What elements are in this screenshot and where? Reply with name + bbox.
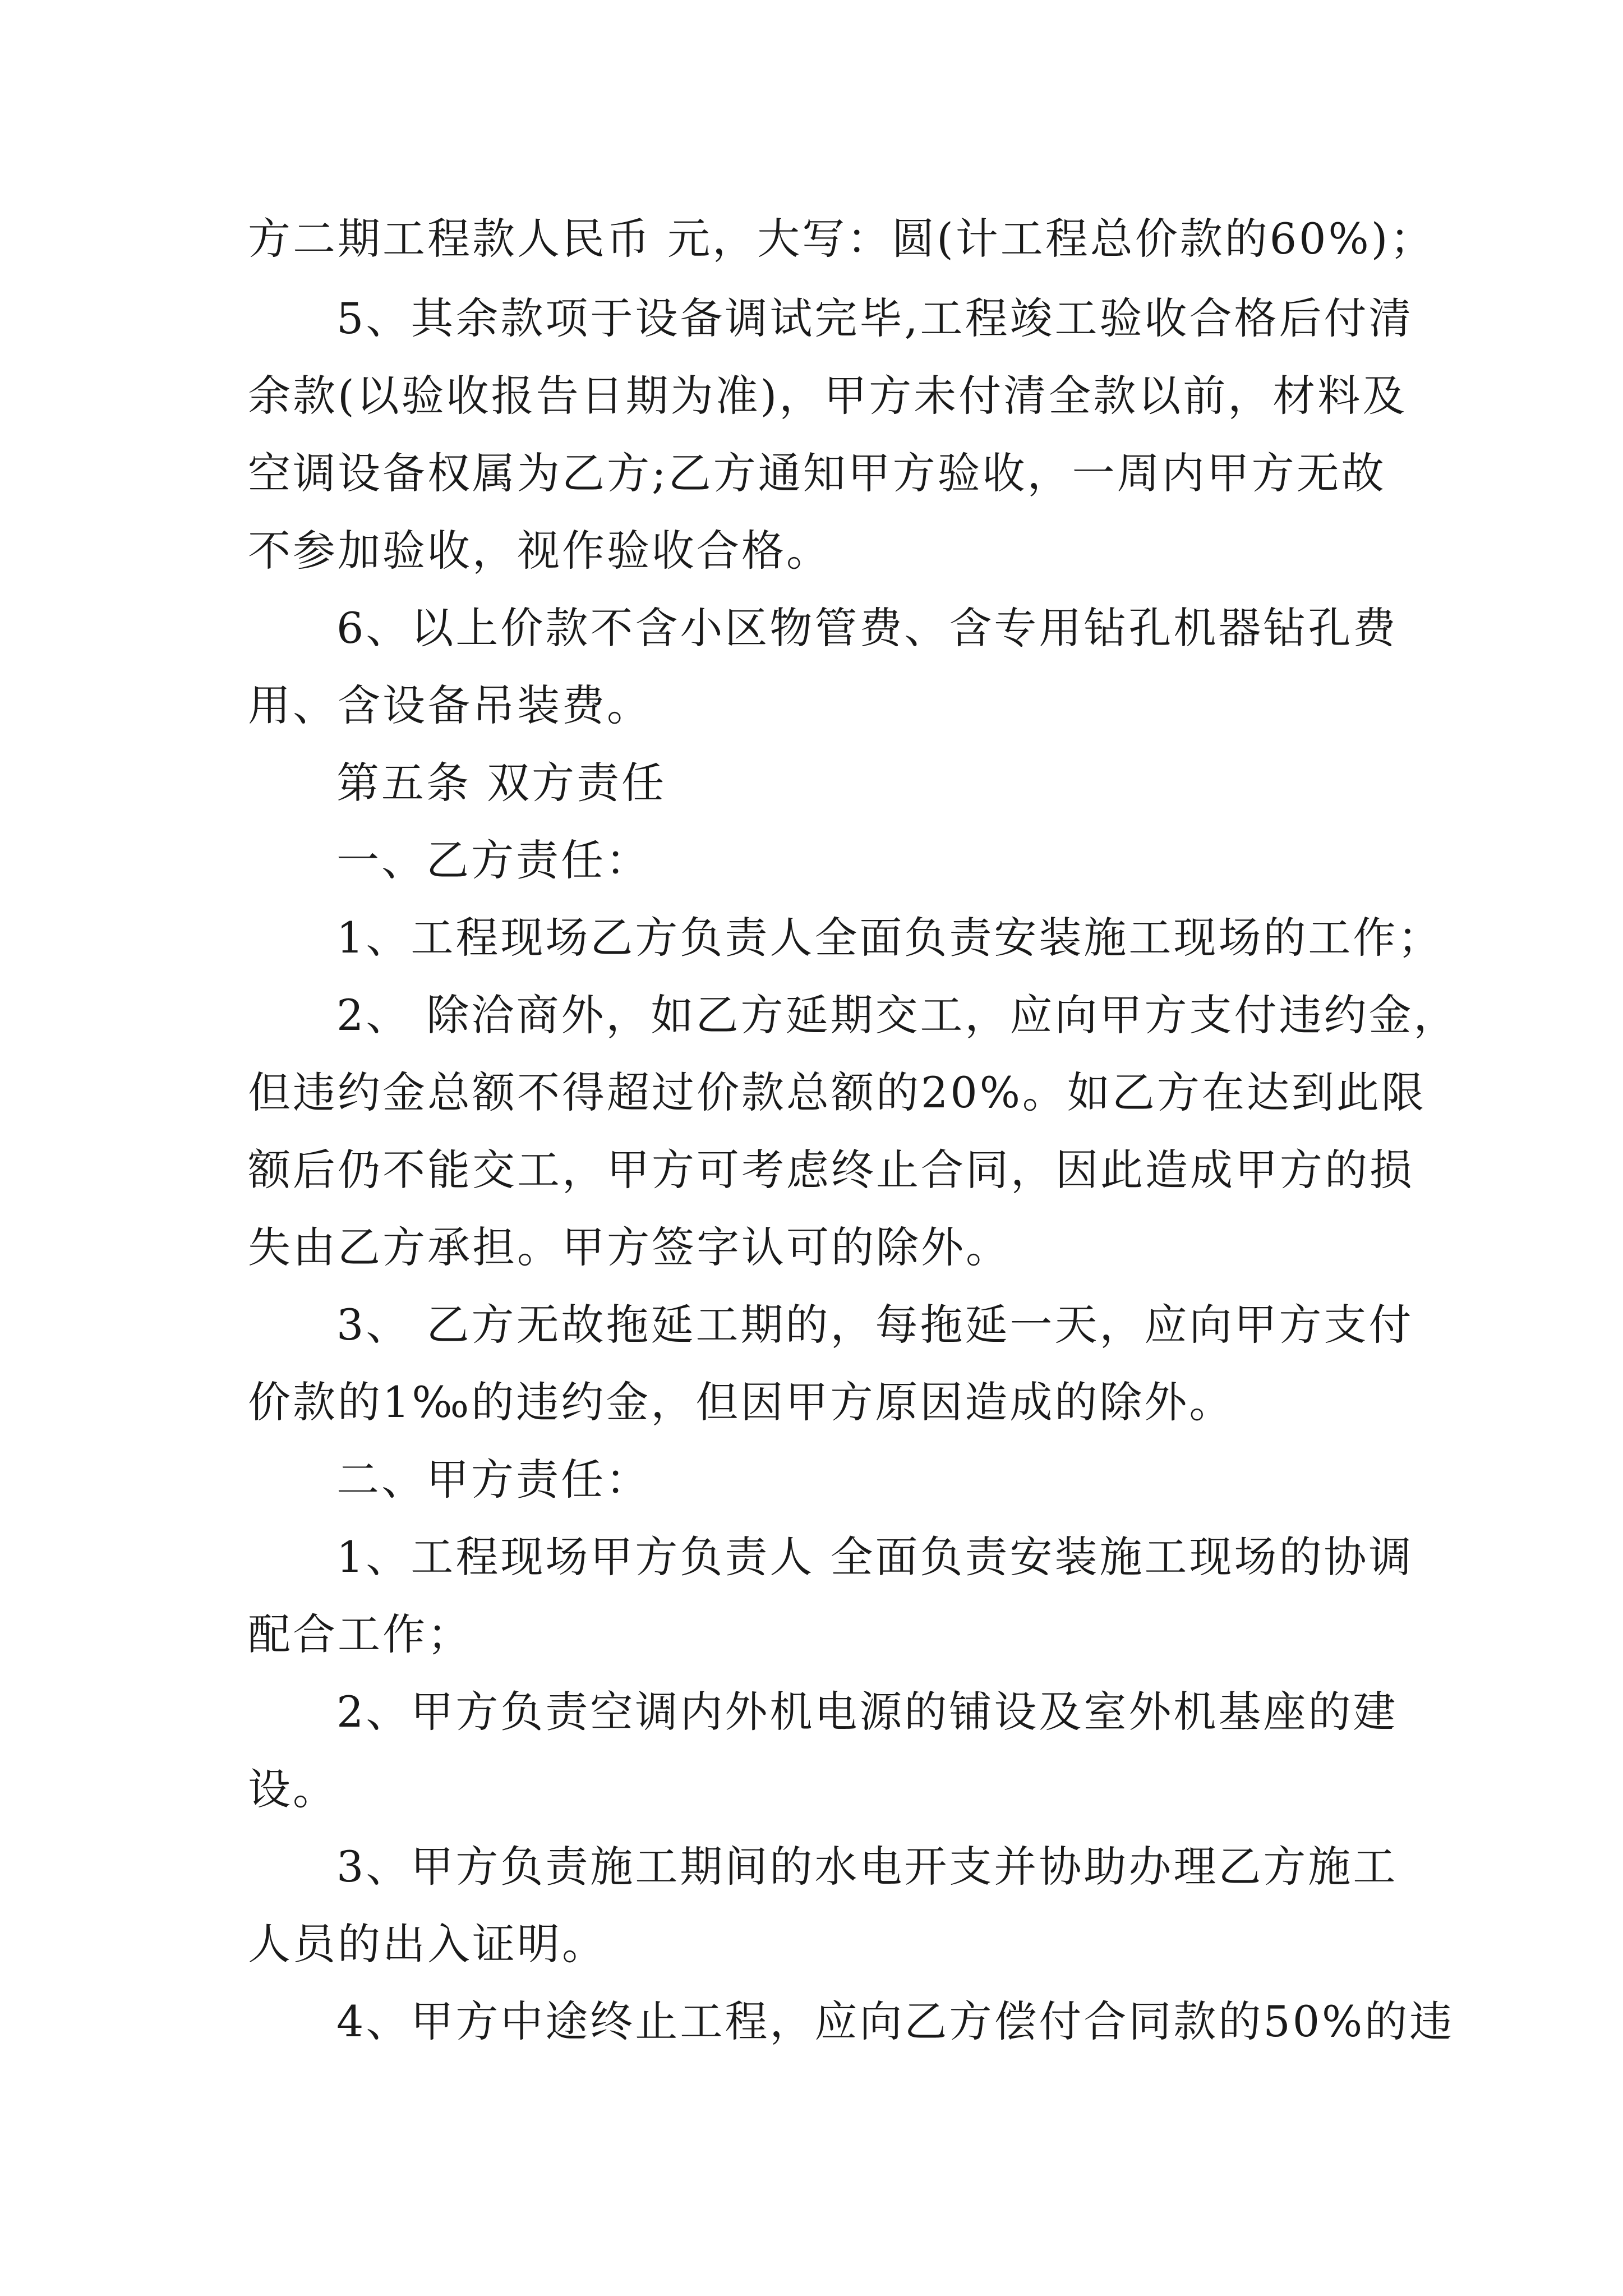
text-line: 方二期工程款人民币 元，大写：圆(计工程总价款的60%)；: [248, 214, 1435, 264]
text-line: 额后仍不能交工，甲方可考虑终止合同，因此造成甲方的损: [248, 1145, 1414, 1195]
text-line: 设。: [248, 1764, 338, 1814]
text-line: 4、甲方中途终止工程，应向乙方偿付合同款的50%的违: [336, 1996, 1455, 2046]
text-line: 5、其余款项于设备调试完毕,工程竣工验收合格后付清: [336, 293, 1414, 343]
text-line: 3、 乙方无故拖延工期的，每拖延一天，应向甲方支付: [336, 1300, 1414, 1350]
text-line: 失由乙方承担。甲方签字认可的除外。: [248, 1222, 1011, 1272]
text-line: 但违约金总额不得超过价款总额的20%。如乙方在达到此限: [248, 1068, 1426, 1117]
subsection-heading: 二、甲方责任：: [336, 1455, 651, 1504]
text-line: 价款的1‰的违约金，但因甲方原因造成的除外。: [248, 1377, 1234, 1427]
text-line: 3、甲方负责施工期间的水电开支并协助办理乙方施工: [336, 1842, 1398, 1892]
subsection-heading: 一、乙方责任：: [336, 835, 651, 885]
text-line: 余款(以验收报告日期为准)，甲方未付清全款以前，材料及: [248, 371, 1408, 421]
section-heading: 第五条 双方责任: [336, 758, 667, 808]
text-line: 1、工程现场乙方负责人全面负责安装施工现场的工作；: [336, 913, 1443, 963]
text-line: 空调设备权属为乙方;乙方通知甲方验收，一周内甲方无故: [248, 448, 1386, 498]
text-line: 配合工作；: [248, 1609, 472, 1659]
text-line: 2、甲方负责空调内外机电源的铺设及室外机基座的建: [336, 1687, 1398, 1737]
text-line: 6、以上价款不含小区物管费、含专用钻孔机器钻孔费: [336, 603, 1398, 653]
text-line: 用、含设备吊装费。: [248, 680, 652, 730]
text-line: 不参加验收，视作验收合格。: [248, 526, 831, 576]
text-line: 2、 除洽商外，如乙方延期交工，应向甲方支付违约金，: [336, 990, 1459, 1040]
text-line: 1、工程现场甲方负责人 全面负责安装施工现场的协调: [336, 1532, 1414, 1582]
text-line: 人员的出入证明。: [248, 1919, 607, 1969]
